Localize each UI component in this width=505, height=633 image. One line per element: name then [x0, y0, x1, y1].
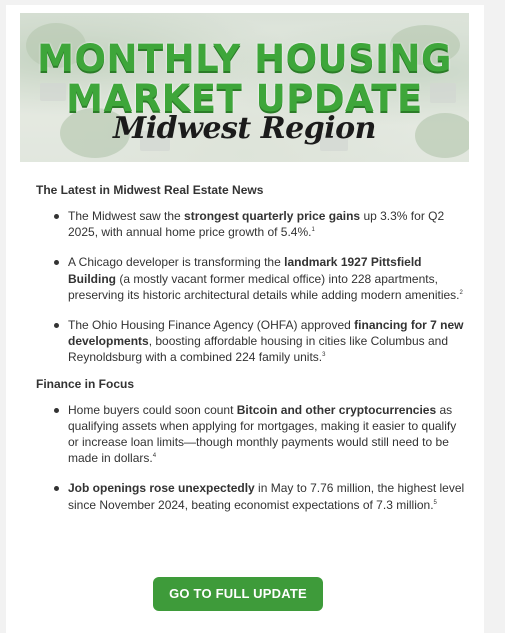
footnote-ref: 1 — [311, 227, 315, 234]
footnote-ref: 3 — [322, 352, 326, 359]
newsletter-content — [36, 183, 466, 527]
banner-region-script: Midwest Region — [113, 111, 376, 146]
news-item: A Chicago developer is transforming the landmark 1927 Pittsfield Building (a mostly vacant former medical office) into 228 apartments, preserving its historic architectural details while adding modern amenities.$^2$ — [36, 254, 466, 303]
news-item: The Ohio Housing Finance Agency (OHFA) approved financing for 7 new developments, boosting affordable housing in cities like Columbus and Reynoldsburg with a combined 224 family units.$^3$ — [36, 317, 466, 366]
section-heading-finance: Finance in Focus — [36, 376, 135, 391]
footnote-ref: 5 — [433, 499, 437, 506]
footnote-ref: 2 — [459, 289, 463, 296]
go-to-full-update-button[interactable]: GO TO FULL UPDATE — [153, 577, 323, 611]
news-list — [36, 208, 466, 366]
header-banner-image — [20, 13, 469, 162]
news-item: The Midwest saw the strongest quarterly price gains up 3.3% for Q2 2025, with annual home price growth of 5.4%.$^1$ — [36, 208, 466, 240]
newsletter-card — [6, 5, 484, 633]
finance-item: Home buyers could soon count Bitcoin and other cryptocurrencies as qualifying assets when applying for mortgages, making it easier to qualify or increase loan limits—though monthly payments would still need to be made in dollars.$^4$ — [36, 402, 466, 467]
finance-list — [36, 402, 466, 513]
banner-title-line2: MARKET UPDATE — [66, 77, 423, 120]
footnote-ref: 4 — [152, 453, 157, 460]
finance-item: Job openings rose unexpectedly in May to 7.76 million, the highest level since November 2024, beating economist expectations of 7.3 million.$^5$ — [36, 480, 466, 512]
banner-title-line1: MONTHLY HOUSING — [37, 37, 452, 80]
section-heading-news: The Latest in Midwest Real Estate News — [36, 183, 264, 197]
